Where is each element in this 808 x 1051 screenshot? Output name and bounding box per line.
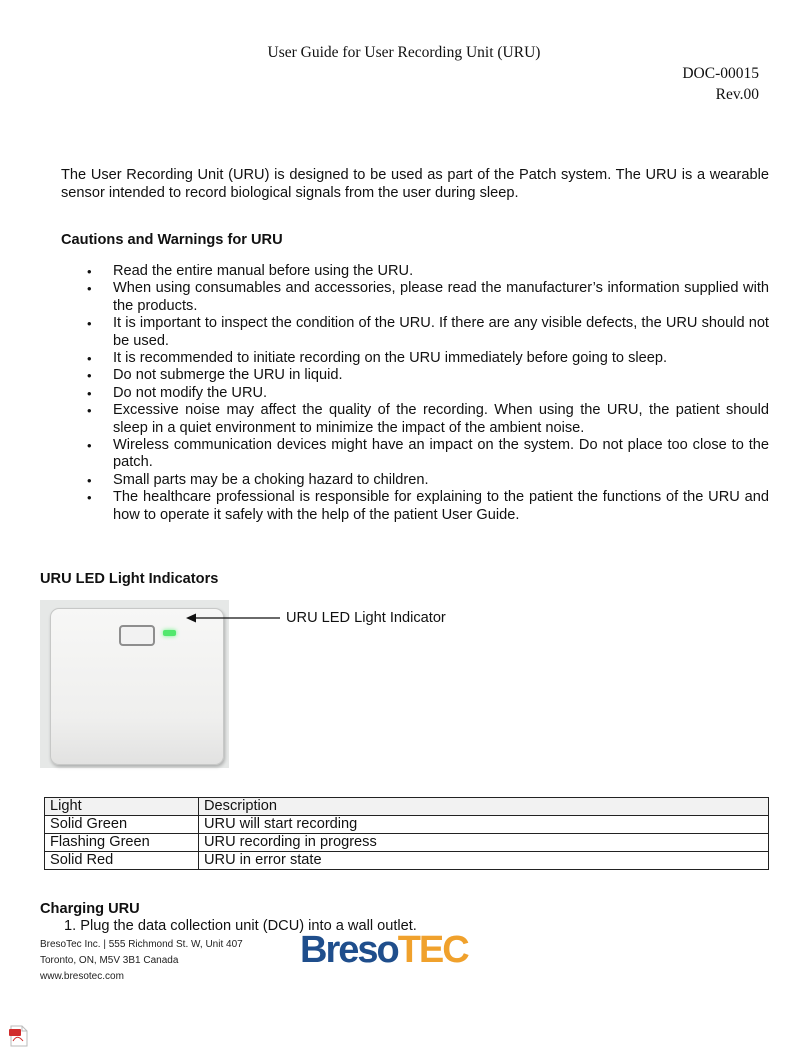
- table-cell: Solid Green: [45, 816, 199, 834]
- document-meta: [682, 63, 759, 105]
- doc-number: DOC-00015: [682, 65, 759, 82]
- pdf-icon: [8, 1025, 30, 1047]
- table-header-cell: Light: [45, 798, 199, 816]
- bullet-icon: •: [87, 472, 92, 488]
- document-title: User Guide for User Recording Unit (URU): [267, 44, 541, 61]
- device-button: [119, 625, 155, 646]
- list-item: • It is important to inspect the condition of the URU. If there are any visible defects, the URU should not be used.: [87, 315, 769, 349]
- charging-step: 1. Plug the data collection unit (DCU) into a wall outlet.: [64, 918, 417, 934]
- address-line: BresoTec Inc. | 555 Richmond St. W, Unit 407: [40, 939, 243, 950]
- table-cell: URU recording in progress: [199, 834, 769, 852]
- table-cell: URU will start recording: [199, 816, 769, 834]
- led-light-icon: [163, 630, 176, 636]
- table-row: [45, 816, 769, 834]
- website-link[interactable]: www.bresotec.com: [40, 971, 124, 982]
- bullet-icon: •: [87, 264, 92, 279]
- bullet-icon: •: [87, 281, 92, 297]
- led-heading: URU LED Light Indicators: [40, 571, 219, 587]
- table-header-cell: Description: [199, 798, 769, 816]
- list-item: • Small parts may be a choking hazard to children.: [87, 471, 429, 488]
- address-line: Toronto, ON, M5V 3B1 Canada: [40, 955, 179, 966]
- revision: Rev.00: [715, 86, 759, 103]
- bullet-icon: •: [87, 368, 92, 384]
- bullet-icon: •: [87, 438, 92, 454]
- list-item: • It is recommended to initiate recording on the URU immediately before going to sleep.: [87, 350, 668, 367]
- list-item: • When using consumables and accessories, please read the manufacturer’s information supplied with the products.: [87, 280, 769, 314]
- bresotec-logo: BresoTEC: [300, 929, 468, 971]
- led-table: [44, 797, 769, 870]
- uru-device-image: [40, 600, 229, 768]
- bullet-icon: •: [87, 351, 92, 367]
- bullet-icon: •: [87, 403, 92, 419]
- list-item: • Wireless communication devices might have an impact on the system. Do not place too close to the patch.: [87, 437, 769, 471]
- bullet-icon: •: [87, 385, 92, 401]
- charging-heading: Charging URU: [40, 901, 140, 917]
- footer-address: [40, 937, 243, 985]
- intro-paragraph: The User Recording Unit (URU) is designed to be used as part of the Patch system. The URU is a wearable sensor intended to record biological signals from the user during sleep.: [61, 167, 769, 201]
- table-row: [45, 852, 769, 870]
- callout-arrow-icon: [186, 611, 280, 625]
- bullet-icon: •: [87, 490, 92, 506]
- table-cell: Solid Red: [45, 852, 199, 870]
- table-header-row: [45, 798, 769, 816]
- list-item: • Do not submerge the URU in liquid.: [87, 367, 343, 384]
- list-item: • Do not modify the URU.: [87, 384, 268, 401]
- table-cell: Flashing Green: [45, 834, 199, 852]
- table-row: [45, 834, 769, 852]
- table-cell: URU in error state: [199, 852, 769, 870]
- cautions-list: [61, 263, 769, 524]
- list-item: • Excessive noise may affect the quality of the recording. When using the URU, the patient should sleep in a quiet environment to minimize the impact of the ambient noise.: [87, 402, 769, 436]
- device-body: [50, 608, 224, 765]
- bullet-icon: •: [87, 316, 92, 332]
- list-item: • Read the entire manual before using the URU.: [87, 263, 414, 279]
- list-item: • The healthcare professional is responsible for explaining to the patient the functions of the URU and how to operate it safely with the help of the patient User Guide.: [87, 489, 769, 523]
- led-callout-label: URU LED Light Indicator: [286, 610, 446, 626]
- cautions-heading: Cautions and Warnings for URU: [61, 232, 283, 248]
